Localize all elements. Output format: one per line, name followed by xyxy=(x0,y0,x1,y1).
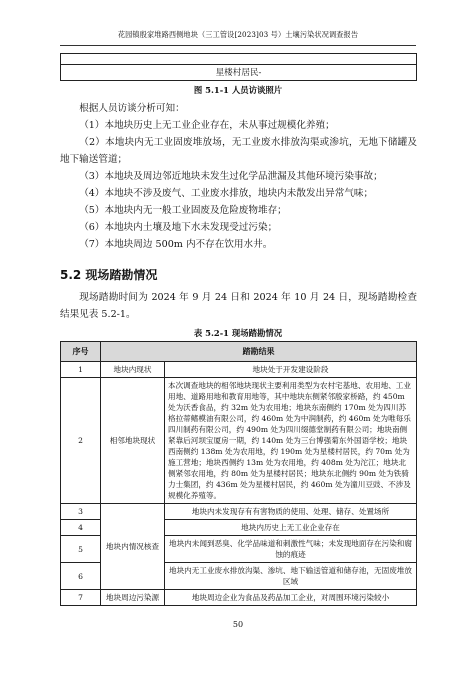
list-item: （1）本地块历史上无工业企业存在，未从事过规模化养殖； xyxy=(79,120,335,131)
row-number: 7 xyxy=(61,590,101,606)
row-category: 相邻地块现状 xyxy=(101,378,165,504)
survey-table xyxy=(60,341,417,606)
list-item: （6）本地块内土壤及地下水未发现受过污染； xyxy=(79,222,278,233)
table-header-row xyxy=(61,342,417,362)
row-result: 地块内未发现存有有害物质的使用、处理、储存、处置场所 xyxy=(165,504,417,520)
row-number: 2 xyxy=(61,378,101,504)
list-item: （3）本地块及周边邻近地块未发生过化学品泄漏及其他环境污染事故； xyxy=(79,171,383,182)
table-row xyxy=(61,504,417,520)
list-item: （7）本地块周边 500m 内不存在饮用水井。 xyxy=(79,239,273,250)
row-number: 5 xyxy=(61,536,101,563)
row-number: 6 xyxy=(61,563,101,590)
row-number: 3 xyxy=(61,504,101,520)
section-heading: 5.2 现场踏勘情况 xyxy=(60,268,158,282)
row-result: 地块处于开发建设阶段 xyxy=(165,362,417,378)
list-item: （5）本地块内无一般工业固废及危险废物堆存； xyxy=(79,205,287,216)
row-number: 4 xyxy=(61,520,101,536)
table-row xyxy=(61,378,417,504)
table-row xyxy=(61,590,417,606)
list-item: （2）本地块内无工业固废堆放场，无工业废水排放沟渠或渗坑，无地下储罐及地下输送管道； xyxy=(60,137,417,165)
row-category: 地块内情况核查 xyxy=(101,504,165,590)
row-result: 地块周边企业为食品及药品加工企业，对周围环境污染较小 xyxy=(165,590,417,606)
row-result: 地块内无工业废水排放沟渠、渗坑、地下输送管道和储存池，无固废堆放区域 xyxy=(165,563,417,590)
row-category: 地块周边污染源 xyxy=(101,590,165,606)
list-item: （4）本地块不涉及废气、工业废水排放，地块内未散发出异常气味； xyxy=(79,188,374,199)
survey-paragraph: 现场踏勘时间为 2024 年 9 月 24 日和 2024 年 10 月 24 日，现场踏勘检查结果见表 5.2-1。 xyxy=(60,292,417,320)
row-result: 地块内未闻到恶臭、化学品味道和刺激性气味；未发现地面存在污染和腐蚀的痕迹 xyxy=(165,536,417,563)
figure-caption: 图 5.1-1 人员访谈照片 xyxy=(193,85,283,95)
row-number: 1 xyxy=(61,362,101,378)
photo-caption-cell: 星楼村居民- xyxy=(61,64,416,80)
table-caption: 表 5.2-1 现场踏勘情况 xyxy=(193,328,283,338)
row-category: 地块内现状 xyxy=(101,362,165,378)
photo-frame xyxy=(60,53,417,81)
row-result: 本次调查地块的相邻地块现状主要利用类型为农村宅基地、农用地、工业用地、道路用地和教育用地等，其中地块东侧紧邻殷家桥路，约 450m 处为沃香食品，约 32m 处为农用地；地块东南侧约 170m 处为四川苏格拉蒂鳍模油有限公司，约 460m 处为中润制药，约 460m 处为唯每乐四川制药有限公司，约 490m 处为四川缀德堂制药有限公司；地块南侧紧靠后河坝宝厦房一期，约 140m 处为三台博强菊东外国语学校；地块西南侧约 138m 处为农用地，约 190m 处为星楼村居民，约 70m 处为施工营地；地块西侧约 13m 处为农用地，约 408m 处为沱江；地块北侧紧邻农用地，约 80m 处为星楼村居民；地块东北侧约 90m 处为铁骑力士集团，约 436m 处为星楼村居民，约 460m 处为潼川豆豉、不涉及规模化养殖等。 xyxy=(165,378,417,504)
page-header: 花园镇殷家堆路西侧地块（三工管设[2023]03 号）土壤污染状况调查报告 xyxy=(60,30,416,46)
header-no: 序号 xyxy=(61,342,101,362)
header-result: 踏勘结果 xyxy=(101,342,417,362)
row-result: 地块内历史上无工业企业存在 xyxy=(165,520,417,536)
interview-intro: 根据人员访谈分析可知： xyxy=(79,103,185,114)
page-number: 50 xyxy=(232,620,244,629)
table-row xyxy=(61,362,417,378)
